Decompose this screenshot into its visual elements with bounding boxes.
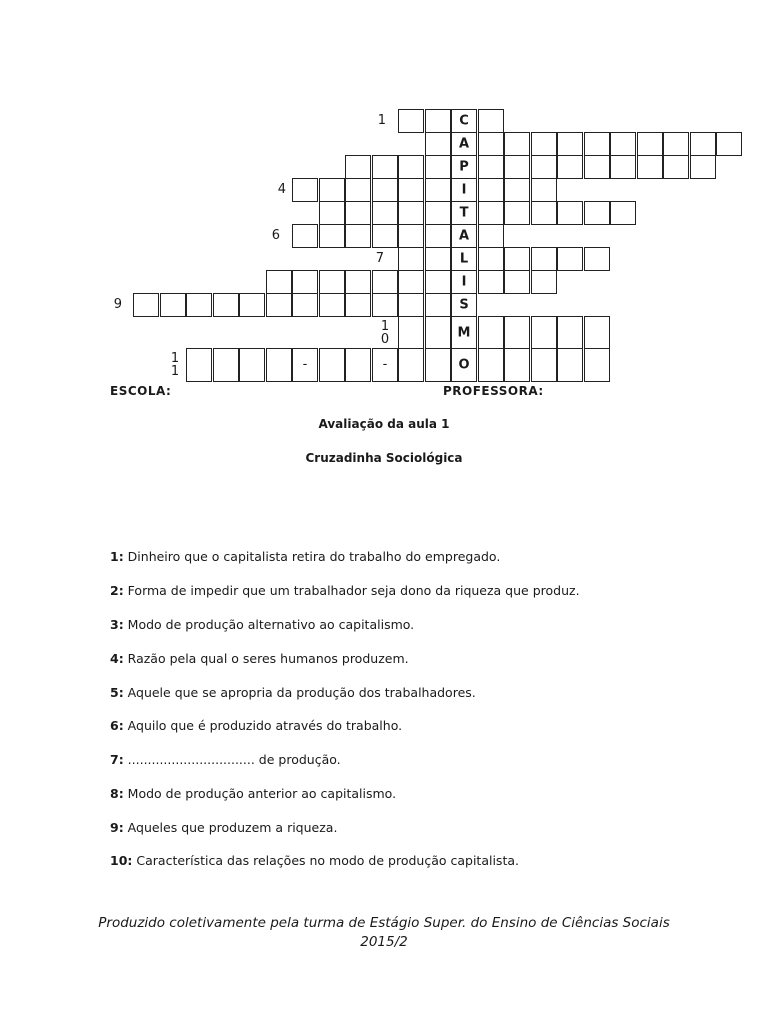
answer-cell[interactable] [504,348,530,382]
answer-cell[interactable] [716,132,742,156]
clue-number-9: 9 [113,297,122,312]
answer-cell[interactable] [425,270,451,294]
clue-item-number: 5: [110,685,124,700]
answer-cell[interactable] [398,109,424,133]
answer-cell[interactable] [610,155,636,179]
clue-item-text: Aquele que se apropria da produção dos trabalhadores. [123,685,476,700]
answer-cell[interactable] [319,270,345,294]
answer-cell[interactable] [266,348,292,382]
key-letter: I [461,274,467,290]
answer-cell[interactable] [478,316,504,349]
answer-cell[interactable] [425,109,451,133]
answer-cell[interactable] [398,270,424,294]
clue-item-text: Aqueles que produzem a riqueza. [123,820,338,835]
clue-item-text: Forma de impedir que um trabalhador seja dono da riqueza que produz. [123,583,580,598]
clue-item [110,583,580,598]
clue-item [110,786,396,801]
clue-item [110,685,476,700]
key-letter: O [458,357,470,373]
answer-cell[interactable] [398,247,424,271]
key-cell [451,224,477,248]
answer-cell[interactable] [531,132,557,156]
answer-cell[interactable] [345,293,371,317]
school-label: ESCOLA: [110,384,172,398]
footer-credit: Produzido coletivamente pela turma de Estágio Super. do Ensino de Ciências Sociais 2015/2 [98,915,670,950]
answer-cell[interactable] [266,270,292,294]
key-cell [451,201,477,225]
answer-cell[interactable] [319,224,345,248]
answer-cell[interactable] [531,201,557,225]
answer-cell[interactable] [345,201,371,225]
answer-cell[interactable] [398,155,424,179]
clue-number-4: 4 [277,182,286,197]
answer-cell[interactable] [531,316,557,349]
clue-item-number: 8: [110,786,124,801]
answer-cell[interactable] [504,316,530,349]
clue-number-10: 1 0 [380,318,390,347]
clue-number-6: 6 [271,228,280,243]
answer-cell[interactable] [663,155,689,179]
answer-cell[interactable] [584,247,610,271]
key-letter: M [457,325,471,340]
clue-item-text: Modo de produção anterior ao capitalismo. [123,786,397,801]
key-cell [451,270,477,294]
answer-cell[interactable] [531,348,557,382]
answer-cell[interactable] [213,293,239,317]
clue-item-number: 7: [110,752,124,767]
clue-item-number: 3: [110,617,124,632]
answer-cell[interactable] [690,155,716,179]
answer-cell[interactable] [319,348,345,382]
answer-cell[interactable] [610,201,636,225]
answer-cell[interactable] [292,224,318,248]
answer-cell[interactable] [531,155,557,179]
answer-cell[interactable] [398,316,424,349]
crossword-title: Cruzadinha Sociológica [305,451,463,465]
clue-item [110,617,414,632]
answer-cell[interactable] [425,224,451,248]
answer-cell[interactable] [504,132,530,156]
answer-cell[interactable] [160,293,186,317]
answer-cell[interactable] [372,224,398,248]
key-cell [451,247,477,271]
answer-cell[interactable] [398,293,424,317]
clue-item-number: 2: [110,583,124,598]
key-letter: A [458,228,470,244]
answer-cell[interactable] [319,293,345,317]
hyphen-mark: - [382,356,388,372]
hyphen-mark: - [302,356,308,372]
answer-cell[interactable] [531,247,557,271]
answer-cell[interactable] [398,201,424,225]
answer-cell[interactable] [319,201,345,225]
clue-item-number: 9: [110,820,124,835]
answer-cell[interactable] [372,348,398,382]
answer-cell[interactable] [345,155,371,179]
answer-cell[interactable] [372,178,398,202]
clue-number-11: 1 1 [170,351,180,379]
key-cell [451,348,477,382]
answer-cell[interactable] [345,178,371,202]
evaluation-title: Avaliação da aula 1 [318,417,450,431]
answer-cell[interactable] [345,270,371,294]
answer-cell[interactable] [345,224,371,248]
clue-item-number: 4: [110,651,124,666]
answer-cell[interactable] [637,132,663,156]
clue-item [110,820,337,835]
answer-cell[interactable] [372,201,398,225]
answer-cell[interactable] [504,201,530,225]
answer-cell[interactable] [398,178,424,202]
answer-cell[interactable] [478,132,504,156]
key-cell [451,109,477,133]
answer-cell[interactable] [478,201,504,225]
answer-cell[interactable] [398,224,424,248]
answer-cell[interactable] [372,293,398,317]
key-letter: P [459,159,469,175]
answer-cell[interactable] [478,270,504,294]
clue-number-7: 7 [375,251,384,266]
answer-cell[interactable] [213,348,239,382]
clue-item-number: 10: [110,853,133,868]
answer-cell[interactable] [239,348,265,382]
answer-cell[interactable] [478,348,504,382]
answer-cell[interactable] [504,178,530,202]
answer-cell[interactable] [610,132,636,156]
answer-cell[interactable] [478,247,504,271]
answer-cell[interactable] [292,178,318,202]
clue-item [110,853,519,868]
answer-cell[interactable] [186,293,212,317]
answer-cell[interactable] [504,155,530,179]
answer-cell[interactable] [690,132,716,156]
clue-item-text: Modo de produção alternativo ao capitalismo. [123,617,415,632]
answer-cell[interactable] [504,247,530,271]
teacher-label: PROFESSORA: [443,384,544,398]
answer-cell[interactable] [478,178,504,202]
answer-cell[interactable] [372,155,398,179]
clue-item [110,752,341,767]
answer-cell[interactable] [292,270,318,294]
answer-cell[interactable] [425,155,451,179]
clue-item-number: 1: [110,549,124,564]
clue-item-text: Aquilo que é produzido através do trabalho. [123,718,403,733]
answer-cell[interactable] [319,178,345,202]
answer-cell[interactable] [557,155,583,179]
clue-item-text: Dinheiro que o capitalista retira do trabalho do empregado. [123,549,501,564]
answer-cell[interactable] [133,293,159,317]
answer-cell[interactable] [584,316,610,349]
key-cell [451,155,477,179]
answer-cell[interactable] [425,348,451,382]
answer-cell[interactable] [345,348,371,382]
answer-cell[interactable] [425,316,451,349]
answer-cell[interactable] [398,348,424,382]
answer-cell[interactable] [557,316,583,349]
clue-item-text: Característica das relações no modo de produção capitalista. [132,853,519,868]
key-letter: L [459,251,469,267]
answer-cell[interactable] [425,201,451,225]
answer-cell[interactable] [584,132,610,156]
answer-cell[interactable] [292,293,318,317]
answer-cell[interactable] [478,224,504,248]
answer-cell[interactable] [478,155,504,179]
answer-cell[interactable] [557,348,583,382]
answer-cell[interactable] [186,348,212,382]
answer-cell[interactable] [372,270,398,294]
answer-cell[interactable] [557,201,583,225]
key-letter: C [459,113,469,129]
answer-cell[interactable] [478,109,504,133]
clue-item [110,549,500,564]
key-cell [451,132,477,156]
clue-item-text: ................................ de produção. [123,752,341,767]
answer-cell[interactable] [663,132,689,156]
answer-cell[interactable] [531,178,557,202]
key-cell [451,178,477,202]
answer-cell[interactable] [584,348,610,382]
key-letter: I [461,182,467,198]
clue-item-text: Razão pela qual o seres humanos produzem. [123,651,409,666]
key-letter: A [458,136,470,152]
answer-cell[interactable] [557,132,583,156]
answer-cell[interactable] [504,270,530,294]
clue-item [110,718,402,733]
answer-cell[interactable] [584,201,610,225]
key-cell [451,293,477,317]
key-letter: T [459,205,469,221]
clue-item [110,651,409,666]
answer-cell[interactable] [425,132,451,156]
answer-cell[interactable] [266,293,292,317]
key-letter: S [459,297,469,313]
key-cell [451,316,477,349]
answer-cell[interactable] [292,348,318,382]
clue-number-1: 1 [377,113,386,128]
clue-item-number: 6: [110,718,124,733]
answer-cell[interactable] [531,270,557,294]
answer-cell[interactable] [557,247,583,271]
answer-cell[interactable] [425,178,451,202]
answer-cell[interactable] [584,155,610,179]
answer-cell[interactable] [637,155,663,179]
answer-cell[interactable] [425,293,451,317]
answer-cell[interactable] [239,293,265,317]
answer-cell[interactable] [425,247,451,271]
